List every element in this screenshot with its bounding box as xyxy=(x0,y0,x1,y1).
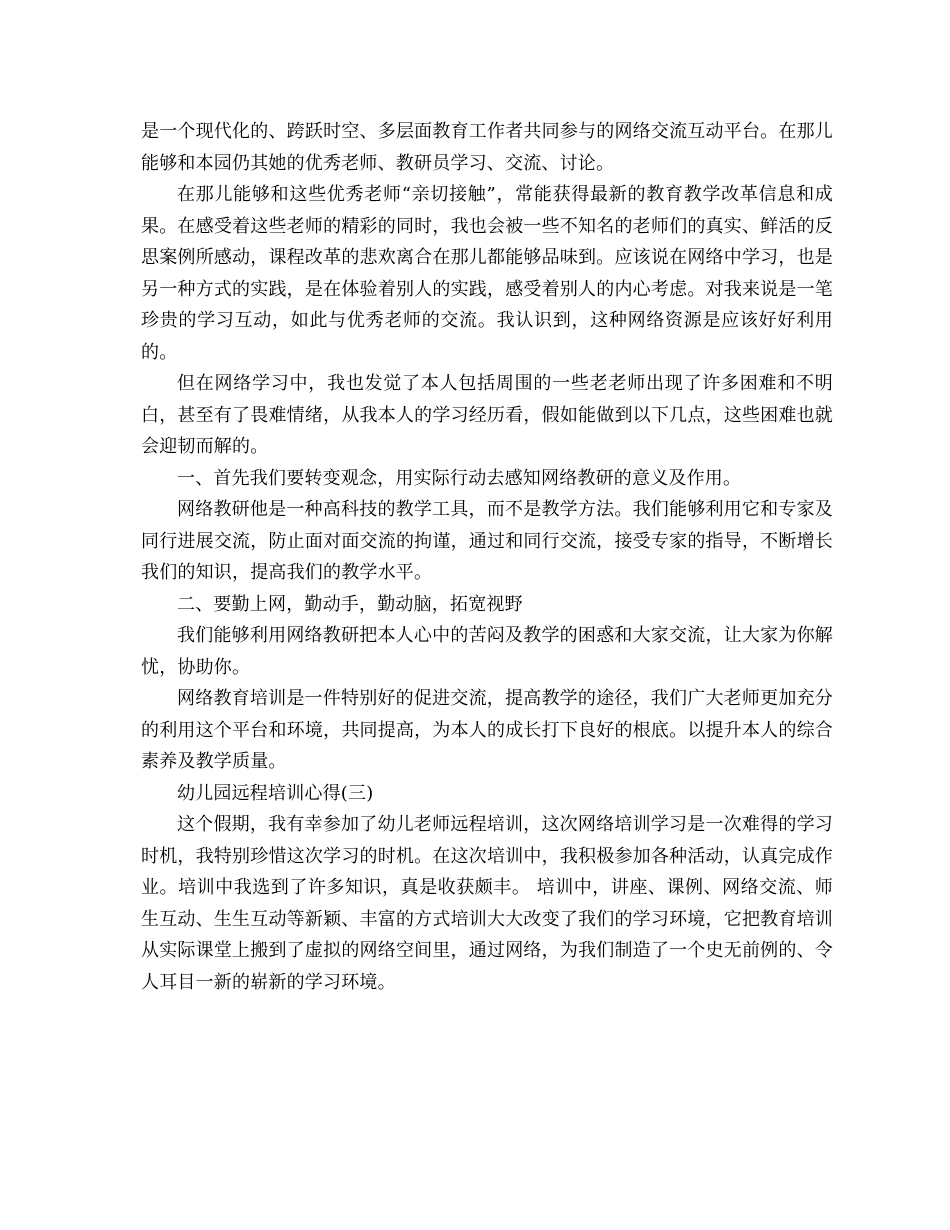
paragraph-5: 网络教研他是一种高科技的教学工具，而不是教学方法。我们能够利用它和专家及同行进展交流，防止面对面交流的拘谨，通过和同行交流，接受专家的指导，不断增长我们的知识，提高我们的教学水平。 xyxy=(141,499,833,583)
section-heading-1: 一、首先我们要转变观念，用实际行动去感知网络教研的意义及作用。 xyxy=(177,467,742,489)
paragraph-10: 这个假期，我有幸参加了幼儿老师远程培训，这次网络培训学习是一次难得的学习时机，我特别珍惜这次学习的时机。在这次培训中，我积极参加各种活动，认真完成作业。培训中我选到了许多知识，真是收获颇丰。 培训中，讲座、课例、网络交流、师生互动、生生互动等新颖、丰富的方式培训大大改变了我们的学习环境，它把教育培训从实际课堂上搬到了虚拟的网络空间里，通过网络，为我们制造了一个史无前例的、令人耳目一新的崭新的学习环境。 xyxy=(141,814,833,993)
paragraph-7: 我们能够利用网络教研把本人心中的苦闷及教学的困惑和大家交流，让大家为你解忧，协助你。 xyxy=(141,625,833,678)
document-body xyxy=(141,116,833,998)
paragraph-8: 网络教育培训是一件特别好的促进交流，提高教学的途径，我们广大老师更加充分的利用这个平台和环境，共同提高，为本人的成长打下良好的根底。以提升本人的综合素养及教学质量。 xyxy=(141,688,833,772)
paragraph-2: 在那儿能够和这些优秀老师“亲切接触”，常能获得最新的教育教学改革信息和成果。在感受着这些老师的精彩的同时，我也会被一些不知名的老师们的真实、鲜活的反思案例所感动，课程改革的悲欢离合在那儿都能够品味到。应该说在网络中学习，也是另一种方式的实践，是在体验着别人的实践，感受着别人的内心考虑。对我来说是一笔珍贵的学习互动，如此与优秀老师的交流。我认识到，这种网络资源是应该好好利用的。 xyxy=(141,184,833,363)
article-title-3: 幼儿园远程培训心得(三) xyxy=(177,782,374,804)
section-heading-2: 二、要勤上网，勤动手，勤动脑，拓宽视野 xyxy=(177,593,523,615)
paragraph-1: 是一个现代化的、跨跃时空、多层面教育工作者共同参与的网络交流互动平台。在那儿能够和本园仍其她的优秀老师、教研员学习、交流、讨论。 xyxy=(141,121,833,174)
paragraph-3: 但在网络学习中，我也发觉了本人包括周围的一些老老师出现了许多困难和不明白，甚至有了畏难情绪，从我本人的学习经历看，假如能做到以下几点，这些困难也就会迎韧而解的。 xyxy=(141,373,833,457)
